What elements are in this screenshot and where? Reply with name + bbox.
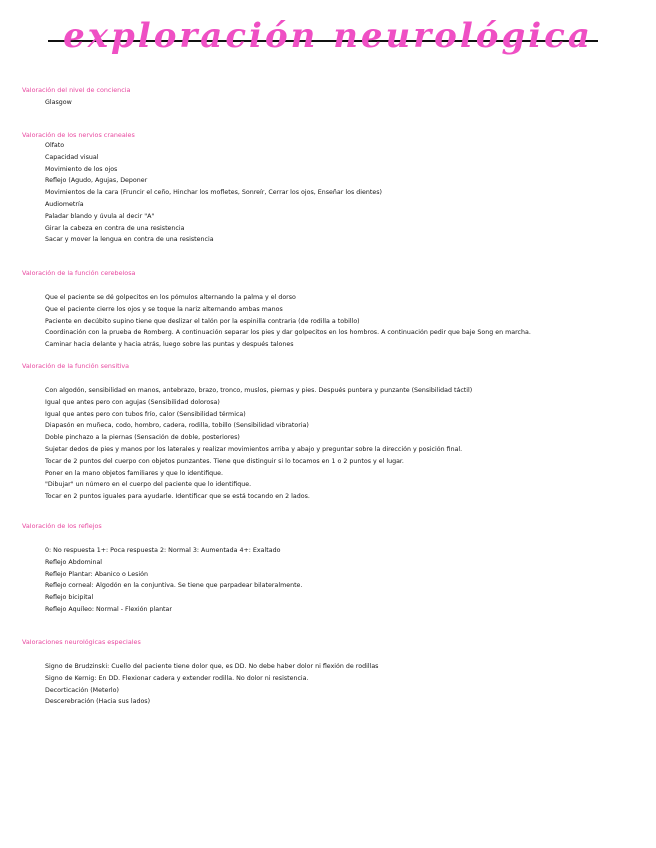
list-item: Tocar de 2 puntos del cuerpo con objetos punzantes. Tiene que distinguir si lo tocamos en 1 o 2 puntos y el lugar. [45, 457, 404, 465]
section-heading: Valoración de la función cerebelosa [22, 269, 136, 277]
list-item: Audiometría [45, 200, 84, 208]
list-item: Igual que antes pero con agujas (Sensibilidad dolorosa) [45, 398, 220, 406]
list-item: Capacidad visual [45, 153, 99, 161]
list-item: Con algodón, sensibilidad en manos, antebrazo, brazo, tronco, muslos, piernas y pies. Después puntera y punzante (Sensibilidad táctil) [45, 387, 473, 394]
list-item: Reflejo Aquíleo: Normal - Flexión plantar [45, 605, 172, 613]
list-item: Coordinación con la prueba de Romberg. A continuación separar los pies y dar golpecitos en los hombros. A continuación pedir que baje Song en marcha. [45, 329, 531, 337]
list-item: Reflejo Plantar: Abanico o Lesión [45, 570, 148, 578]
list-item: Que el paciente se dé golpecitos en los pómulos alternando la palma y el dorso [45, 294, 296, 301]
section-heading: Valoración de los nervios craneales [22, 131, 135, 139]
list-item: Glasgow [45, 99, 72, 106]
list-item: Paladar blando y úvula al decir "A" [45, 212, 155, 220]
section-cranial-nerves [22, 130, 642, 246]
item-list [22, 292, 642, 351]
list-item: Signo de Kernig: En DD. Flexionar cadera y extender rodilla. No dolor ni resistencia. [45, 674, 309, 682]
list-item: Reflejo Abdominal [45, 558, 103, 566]
list-item: Signo de Brudzinski: Cuello del paciente tiene dolor que, es DD. No debe haber dolor ni flexión de rodillas [45, 663, 379, 670]
list-item: Movimiento de los ojos [45, 165, 118, 173]
section-heading: Valoración del nivel de conciencia [22, 86, 131, 94]
list-item: 0: No respuesta 1+: Poca respuesta 2: Normal 3: Aumentada 4+: Exaltado [45, 547, 281, 554]
list-item: Olfato [45, 142, 65, 149]
section-heading: Valoraciones neurológicas especiales [22, 638, 141, 646]
section-cerebellar [22, 268, 642, 351]
section-special [22, 637, 642, 708]
section-reflexes [22, 521, 642, 616]
list-item: Girar la cabeza en contra de una resistencia [45, 224, 185, 232]
list-item: Tocar en 2 puntos iguales para ayudarle. Identificar que se está tocando en 2 lados. [45, 493, 310, 501]
list-item: Reflejo corneal: Algodón en la conjuntiva. Se tiene que parpadear bilateralmente. [45, 582, 303, 590]
item-list [22, 140, 642, 246]
section-heading: Valoración de los reflejos [22, 522, 102, 530]
item-list [22, 97, 642, 109]
list-item: "Dibujar" un número en el cuerpo del paciente que lo identifique. [45, 481, 252, 489]
list-item: Doble pinchazo a la piernas (Sensación de doble, posteriores) [45, 434, 240, 442]
item-list [22, 661, 642, 708]
section-sensory [22, 361, 642, 503]
list-item: Poner en la mano objetos familiares y que lo identifique. [45, 469, 224, 477]
list-item: Descerebración (Hacia sus lados) [45, 698, 151, 706]
list-item: Reflejo bicipital [45, 594, 94, 602]
list-item: Que el paciente cierre los ojos y se toque la nariz alternando ambas manos [45, 305, 283, 313]
list-item: Igual que antes pero con tubos frío, calor (Sensibilidad térmica) [45, 410, 246, 418]
list-item: Movimientos de la cara (Fruncir el ceño, Hinchar los mofletes, Sonreír, Cerrar los ojos, Enseñar los dientes) [45, 189, 382, 197]
list-item: Paciente en decúbito supino tiene que deslizar el talón por la espinilla contraria (de rodilla a tobillo) [45, 317, 360, 325]
list-item: Decorticación (Meterlo) [45, 686, 119, 694]
section-heading: Valoración de la función sensitiva [22, 362, 130, 370]
title-block [0, 14, 656, 62]
item-list [22, 545, 642, 616]
item-list [22, 385, 642, 503]
list-item: Reflejo (Agudo, Agujas, Deponer [45, 177, 148, 185]
list-item: Diapasón en muñeca, codo, hombro, cadera, rodilla, tobillo (Sensibilidad vibratoria) [45, 422, 309, 430]
section-consciousness [22, 85, 642, 109]
list-item: Sacar y mover la lengua en contra de una resistencia [45, 236, 214, 244]
list-item: Caminar hacia delante y hacia atrás, luego sobre las puntas y después talones [45, 341, 294, 349]
list-item: Sujetar dedos de pies y manos por los laterales y realizar movimientos arriba y abajo y preguntar sobre la dirección y posición final. [45, 445, 463, 453]
page-title: exploración neurológica [63, 16, 593, 56]
